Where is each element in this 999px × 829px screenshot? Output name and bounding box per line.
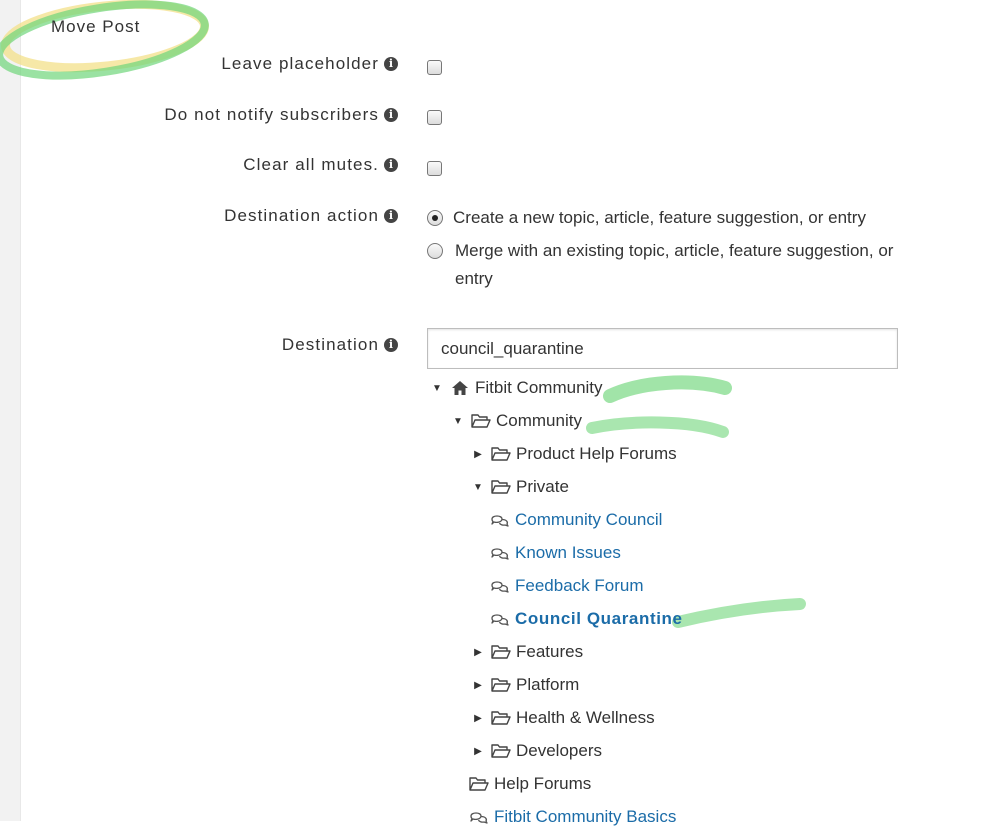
do-not-notify-label-row [164, 105, 398, 125]
destination-label: Destination [281, 335, 379, 354]
tree-node-community-council [490, 508, 662, 532]
title-highlight-circle [0, 0, 215, 85]
tree-label-features[interactable]: Features [516, 642, 584, 661]
tree-node-private [472, 475, 569, 499]
destination-search-input[interactable] [427, 328, 898, 369]
tree-label-fitbit-community[interactable]: Fitbit Community [475, 378, 603, 397]
clear-mutes-label: Clear all mutes. [243, 155, 379, 174]
tree-node-feedback-forum [490, 574, 644, 598]
tree-node-community [452, 409, 582, 433]
left-gutter [0, 0, 21, 821]
tree-node-features [472, 640, 583, 664]
destination-action-label: Destination action [224, 206, 379, 225]
tree-node-help-forums [469, 772, 591, 796]
leave-placeholder-label: Leave placeholder [221, 54, 379, 73]
folder-open-icon [491, 446, 511, 462]
folder-open-icon [491, 710, 511, 726]
tree-node-platform [472, 673, 579, 697]
caret-right-icon[interactable]: ▶ [474, 646, 482, 658]
caret-right-icon[interactable]: ▶ [474, 448, 482, 460]
folder-open-icon [469, 776, 489, 792]
info-icon[interactable]: i [384, 338, 398, 352]
folder-open-icon [491, 479, 511, 495]
info-icon[interactable]: i [384, 108, 398, 122]
info-icon[interactable]: i [384, 57, 398, 71]
tree-label-help-forums[interactable]: Help Forums [494, 774, 592, 793]
caret-down-icon[interactable]: ▼ [473, 481, 483, 493]
chat-bubbles-icon [469, 809, 489, 825]
info-icon[interactable]: i [384, 158, 398, 172]
tree-label-community[interactable]: Community [496, 411, 582, 430]
do-not-notify-label: Do not notify subscribers [164, 105, 379, 124]
tree-link-council-quarantine[interactable]: Council Quarantine [515, 609, 683, 628]
merge-existing-radio[interactable] [427, 243, 443, 259]
tree-label-platform[interactable]: Platform [516, 675, 580, 694]
tree-node-developers [472, 739, 602, 763]
tree-link-known-issues[interactable]: Known Issues [515, 543, 621, 562]
caret-down-icon[interactable]: ▼ [432, 382, 442, 394]
folder-open-icon [491, 743, 511, 759]
clear-mutes-checkbox[interactable] [427, 161, 442, 176]
chat-bubbles-icon [490, 578, 510, 594]
folder-open-icon [471, 413, 491, 429]
folder-open-icon [491, 677, 511, 693]
tree-node-health-wellness [472, 706, 655, 730]
destination-action-label-row [224, 206, 398, 226]
chat-bubbles-icon [490, 545, 510, 561]
tree-node-council-quarantine [490, 607, 683, 631]
tree-node-product-help-forums [472, 442, 677, 466]
tree-node-known-issues [490, 541, 621, 565]
home-icon [450, 380, 470, 396]
tree-highlight-strokes [580, 372, 820, 642]
merge-existing-radio-label[interactable]: Merge with an existing topic, article, feature suggestion, or [455, 241, 894, 260]
caret-right-icon[interactable]: ▶ [474, 679, 482, 691]
tree-label-developers[interactable]: Developers [516, 741, 602, 760]
tree-label-health-wellness[interactable]: Health & Wellness [516, 708, 655, 727]
create-new-radio-label[interactable]: Create a new topic, article, feature suggestion, or entry [453, 208, 866, 227]
folder-open-icon [491, 644, 511, 660]
tree-node-fitbit-community-basics [469, 805, 676, 829]
merge-existing-radio-label-line2[interactable]: entry [455, 269, 493, 288]
leave-placeholder-checkbox[interactable] [427, 60, 442, 75]
chat-bubbles-icon [490, 512, 510, 528]
caret-down-icon[interactable]: ▼ [453, 415, 463, 427]
tree-node-fitbit-community [431, 376, 603, 400]
caret-right-icon[interactable]: ▶ [474, 712, 482, 724]
do-not-notify-checkbox[interactable] [427, 110, 442, 125]
leave-placeholder-label-row [221, 54, 398, 74]
tree-label-private[interactable]: Private [516, 477, 569, 496]
info-icon[interactable]: i [384, 209, 398, 223]
chat-bubbles-icon [490, 611, 510, 627]
tree-link-fitbit-community-basics[interactable]: Fitbit Community Basics [494, 807, 677, 826]
tree-label-product-help-forums[interactable]: Product Help Forums [516, 444, 677, 463]
tree-link-community-council[interactable]: Community Council [515, 510, 663, 529]
tree-link-feedback-forum[interactable]: Feedback Forum [515, 576, 644, 595]
destination-label-row [282, 335, 398, 355]
panel-title: Move Post [51, 17, 141, 36]
create-new-radio[interactable] [427, 210, 443, 226]
caret-right-icon[interactable]: ▶ [474, 745, 482, 757]
clear-mutes-label-row [243, 155, 398, 175]
